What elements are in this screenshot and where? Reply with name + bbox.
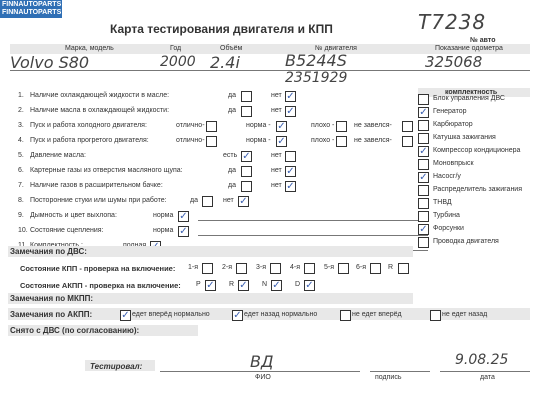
checkbox[interactable]: ✓ <box>121 310 130 321</box>
komplekt-item: Моновпрыск <box>433 160 474 167</box>
checkbox[interactable] <box>206 121 217 132</box>
checkbox[interactable] <box>402 136 413 147</box>
col-year: Год <box>170 45 182 52</box>
opt-label: отлично- <box>176 122 205 129</box>
checkbox[interactable]: ✓ <box>419 146 428 157</box>
opt-label: плохо - <box>311 122 335 129</box>
checkbox[interactable]: ✓ <box>286 91 295 102</box>
gear-label: P <box>196 281 201 288</box>
q-number: 6. <box>18 167 24 174</box>
checkbox[interactable]: ✓ <box>277 121 286 132</box>
gear-label: 6-я <box>356 264 367 271</box>
auto-number-label: № авто <box>470 37 496 44</box>
questions <box>18 92 418 252</box>
checkbox[interactable] <box>418 133 429 144</box>
checkbox[interactable] <box>206 136 217 147</box>
page-title: Карта тестирования двигателя и КПП <box>110 22 333 36</box>
checkbox[interactable]: ✓ <box>286 166 295 177</box>
q-text: Давление масла: <box>30 152 86 159</box>
date-label: дата <box>480 374 495 381</box>
q-number: 2. <box>18 107 24 114</box>
engine-value-2: 2351929 <box>285 70 348 86</box>
kpp-gears <box>188 262 418 274</box>
checkbox[interactable] <box>202 263 213 274</box>
q-number: 3. <box>18 122 24 129</box>
odometer-value: 325068 <box>425 53 483 71</box>
checkbox[interactable]: ✓ <box>206 280 215 291</box>
volume-value: 2.4i <box>210 53 240 72</box>
q-number: 8. <box>18 197 24 204</box>
checkbox[interactable] <box>236 263 247 274</box>
checkbox[interactable] <box>336 121 347 132</box>
checkbox[interactable]: ✓ <box>233 310 242 321</box>
opt-label: норма - <box>246 122 271 129</box>
q-number: 10. <box>18 227 28 234</box>
checkbox[interactable] <box>418 159 429 170</box>
gear-label: 3-я <box>256 264 267 271</box>
q-text: Наличие охлаждающей жидкости в масле: <box>30 92 170 99</box>
q-number: 1. <box>18 92 24 99</box>
checkbox[interactable] <box>418 237 429 248</box>
checkbox[interactable] <box>202 196 213 207</box>
checkbox[interactable] <box>241 106 252 117</box>
date-value: 9.08.25 <box>455 352 509 368</box>
opt-label: да <box>228 107 236 114</box>
gear-label: 5-я <box>324 264 335 271</box>
fio-signature: ВД <box>250 352 274 371</box>
q-text: Картерные газы из отверстия масляного щупа: <box>30 167 183 174</box>
opt-label: отлично- <box>176 137 205 144</box>
q-text: Состояние сцепления: <box>30 227 104 234</box>
section-zamech-akpp: Замечания по АКПП: <box>10 310 93 319</box>
gear-label: 1-я <box>188 264 199 271</box>
checkbox[interactable] <box>241 166 252 177</box>
checkbox[interactable]: ✓ <box>179 211 188 222</box>
checkbox[interactable] <box>336 136 347 147</box>
opt-label: не завелся- <box>354 122 392 129</box>
opt-label: нет <box>271 182 282 189</box>
komplekt-item: Проводка двигателя <box>433 238 499 245</box>
checkbox[interactable] <box>418 185 429 196</box>
checkbox[interactable]: ✓ <box>305 280 314 291</box>
q-text: Наличие масла в охлаждающей жидкости: <box>30 107 170 114</box>
komplekt-item: Блок управления ДВС <box>433 95 505 102</box>
gear-label: N <box>262 281 268 288</box>
tested-label: Тестировал: <box>90 362 143 371</box>
checkbox[interactable]: ✓ <box>419 107 428 118</box>
checkbox[interactable]: ✓ <box>242 151 251 162</box>
akpp-option: не едет вперёд <box>352 311 402 318</box>
checkbox[interactable] <box>418 94 429 105</box>
q-text: Пуск и работа прогретого двигателя: <box>30 137 149 144</box>
opt-label: да <box>228 92 236 99</box>
opt-label: есть <box>223 152 238 159</box>
checkbox[interactable] <box>418 211 429 222</box>
col-engine: № двигателя <box>315 45 357 52</box>
checkbox[interactable] <box>340 310 351 321</box>
opt-label: норма <box>153 212 174 219</box>
opt-label: норма - <box>246 137 271 144</box>
akpp-option: едет вперёд нормально <box>132 311 210 318</box>
opt-label: нет <box>271 167 282 174</box>
section-snyato: Снято с ДВС (по согласованию): <box>10 326 140 335</box>
komplekt-list <box>418 94 533 264</box>
q-text: Посторонние стуки или шумы при работе: <box>30 197 167 204</box>
akpp-label: Состояние АКПП - проверка на включение: <box>20 281 181 290</box>
header-table <box>10 44 530 74</box>
komplekt-item: Турбина <box>433 212 460 219</box>
komplekt-item: Компрессор кондиционера <box>433 147 521 154</box>
gear-label: R <box>229 281 235 288</box>
gear-label: D <box>295 281 301 288</box>
checkbox[interactable]: ✓ <box>419 172 428 183</box>
checkbox[interactable] <box>398 263 409 274</box>
opt-label: норма <box>153 227 174 234</box>
gear-label: R <box>388 264 394 271</box>
opt-label: нет <box>223 197 234 204</box>
akpp-remarks <box>120 309 530 321</box>
komplekt-item: Карбюратор <box>433 121 473 128</box>
komplekt-item: Форсунки <box>433 225 464 232</box>
opt-label: нет <box>271 152 282 159</box>
checkbox[interactable]: ✓ <box>286 181 295 192</box>
fio-label: ФИО <box>255 374 271 381</box>
komplekt-title: комплектность <box>445 89 498 96</box>
opt-label: плохо - <box>311 137 335 144</box>
checkbox[interactable] <box>338 263 349 274</box>
komplekt-item: Катушка зажигания <box>433 134 496 141</box>
komplekt-item: ТНВД <box>433 199 452 206</box>
q-number: 7. <box>18 182 24 189</box>
opt-label: да <box>228 167 236 174</box>
gear-label: 4-я <box>290 264 301 271</box>
checkbox[interactable]: ✓ <box>286 106 295 117</box>
opt-label: нет <box>271 107 282 114</box>
opt-label: да <box>228 182 236 189</box>
q-text: Наличие газов в расширительном бачке: <box>30 182 163 189</box>
checkbox[interactable]: ✓ <box>239 196 248 207</box>
checkbox[interactable]: ✓ <box>179 226 188 237</box>
col-model: Марка, модель <box>65 45 114 52</box>
checkbox[interactable] <box>270 263 281 274</box>
year-value: 2000 <box>160 54 196 70</box>
col-odometer: Показание одометра <box>435 45 503 52</box>
checkbox[interactable] <box>402 121 413 132</box>
q-text: Дымность и цвет выхлопа: <box>30 212 117 219</box>
akpp-gears <box>196 279 336 291</box>
checkbox[interactable]: ✓ <box>419 224 428 235</box>
checkbox[interactable] <box>304 263 315 274</box>
checkbox[interactable]: ✓ <box>239 280 248 291</box>
checkbox[interactable] <box>370 263 381 274</box>
gear-label: 2-я <box>222 264 233 271</box>
auto-number-value: T7238 <box>418 10 487 34</box>
opt-label: не завелся- <box>354 137 392 144</box>
q-text: Пуск и работа холодного двигателя: <box>30 122 147 129</box>
model-value: Volvo S80 <box>10 53 90 72</box>
engine-value: B5244S <box>285 51 347 70</box>
checkbox[interactable] <box>241 181 252 192</box>
col-volume: Объём <box>220 45 243 52</box>
q-number: 9. <box>18 212 24 219</box>
checkbox[interactable] <box>418 198 429 209</box>
opt-label: нет <box>271 92 282 99</box>
checkbox[interactable] <box>430 310 441 321</box>
checkbox[interactable]: ✓ <box>272 280 281 291</box>
akpp-option: едет назад нормально <box>244 311 318 318</box>
checkbox[interactable] <box>241 91 252 102</box>
sign-label: подпись <box>375 374 402 381</box>
checkbox[interactable]: ✓ <box>277 136 286 147</box>
q-number: 4. <box>18 137 24 144</box>
komplekt-item: Распределитель зажигания <box>433 186 523 193</box>
checkbox[interactable] <box>418 120 429 131</box>
q-number: 5. <box>18 152 24 159</box>
section-zamech-dvs: Замечания по ДВС: <box>10 247 87 256</box>
brand-logo: FINNAUTOPARTS FINNAUTOPARTS <box>2 1 62 16</box>
section-zamech-mkpp: Замечания по МКПП: <box>10 294 94 303</box>
kpp-label: Состояние КПП - проверка на включение: <box>20 264 176 273</box>
komplekt-item: Насосг/у <box>433 173 461 180</box>
komplekt-item: Генератор <box>433 108 467 115</box>
akpp-option: не едет назад <box>442 311 488 318</box>
opt-label: да <box>190 197 198 204</box>
checkbox[interactable] <box>285 151 296 162</box>
